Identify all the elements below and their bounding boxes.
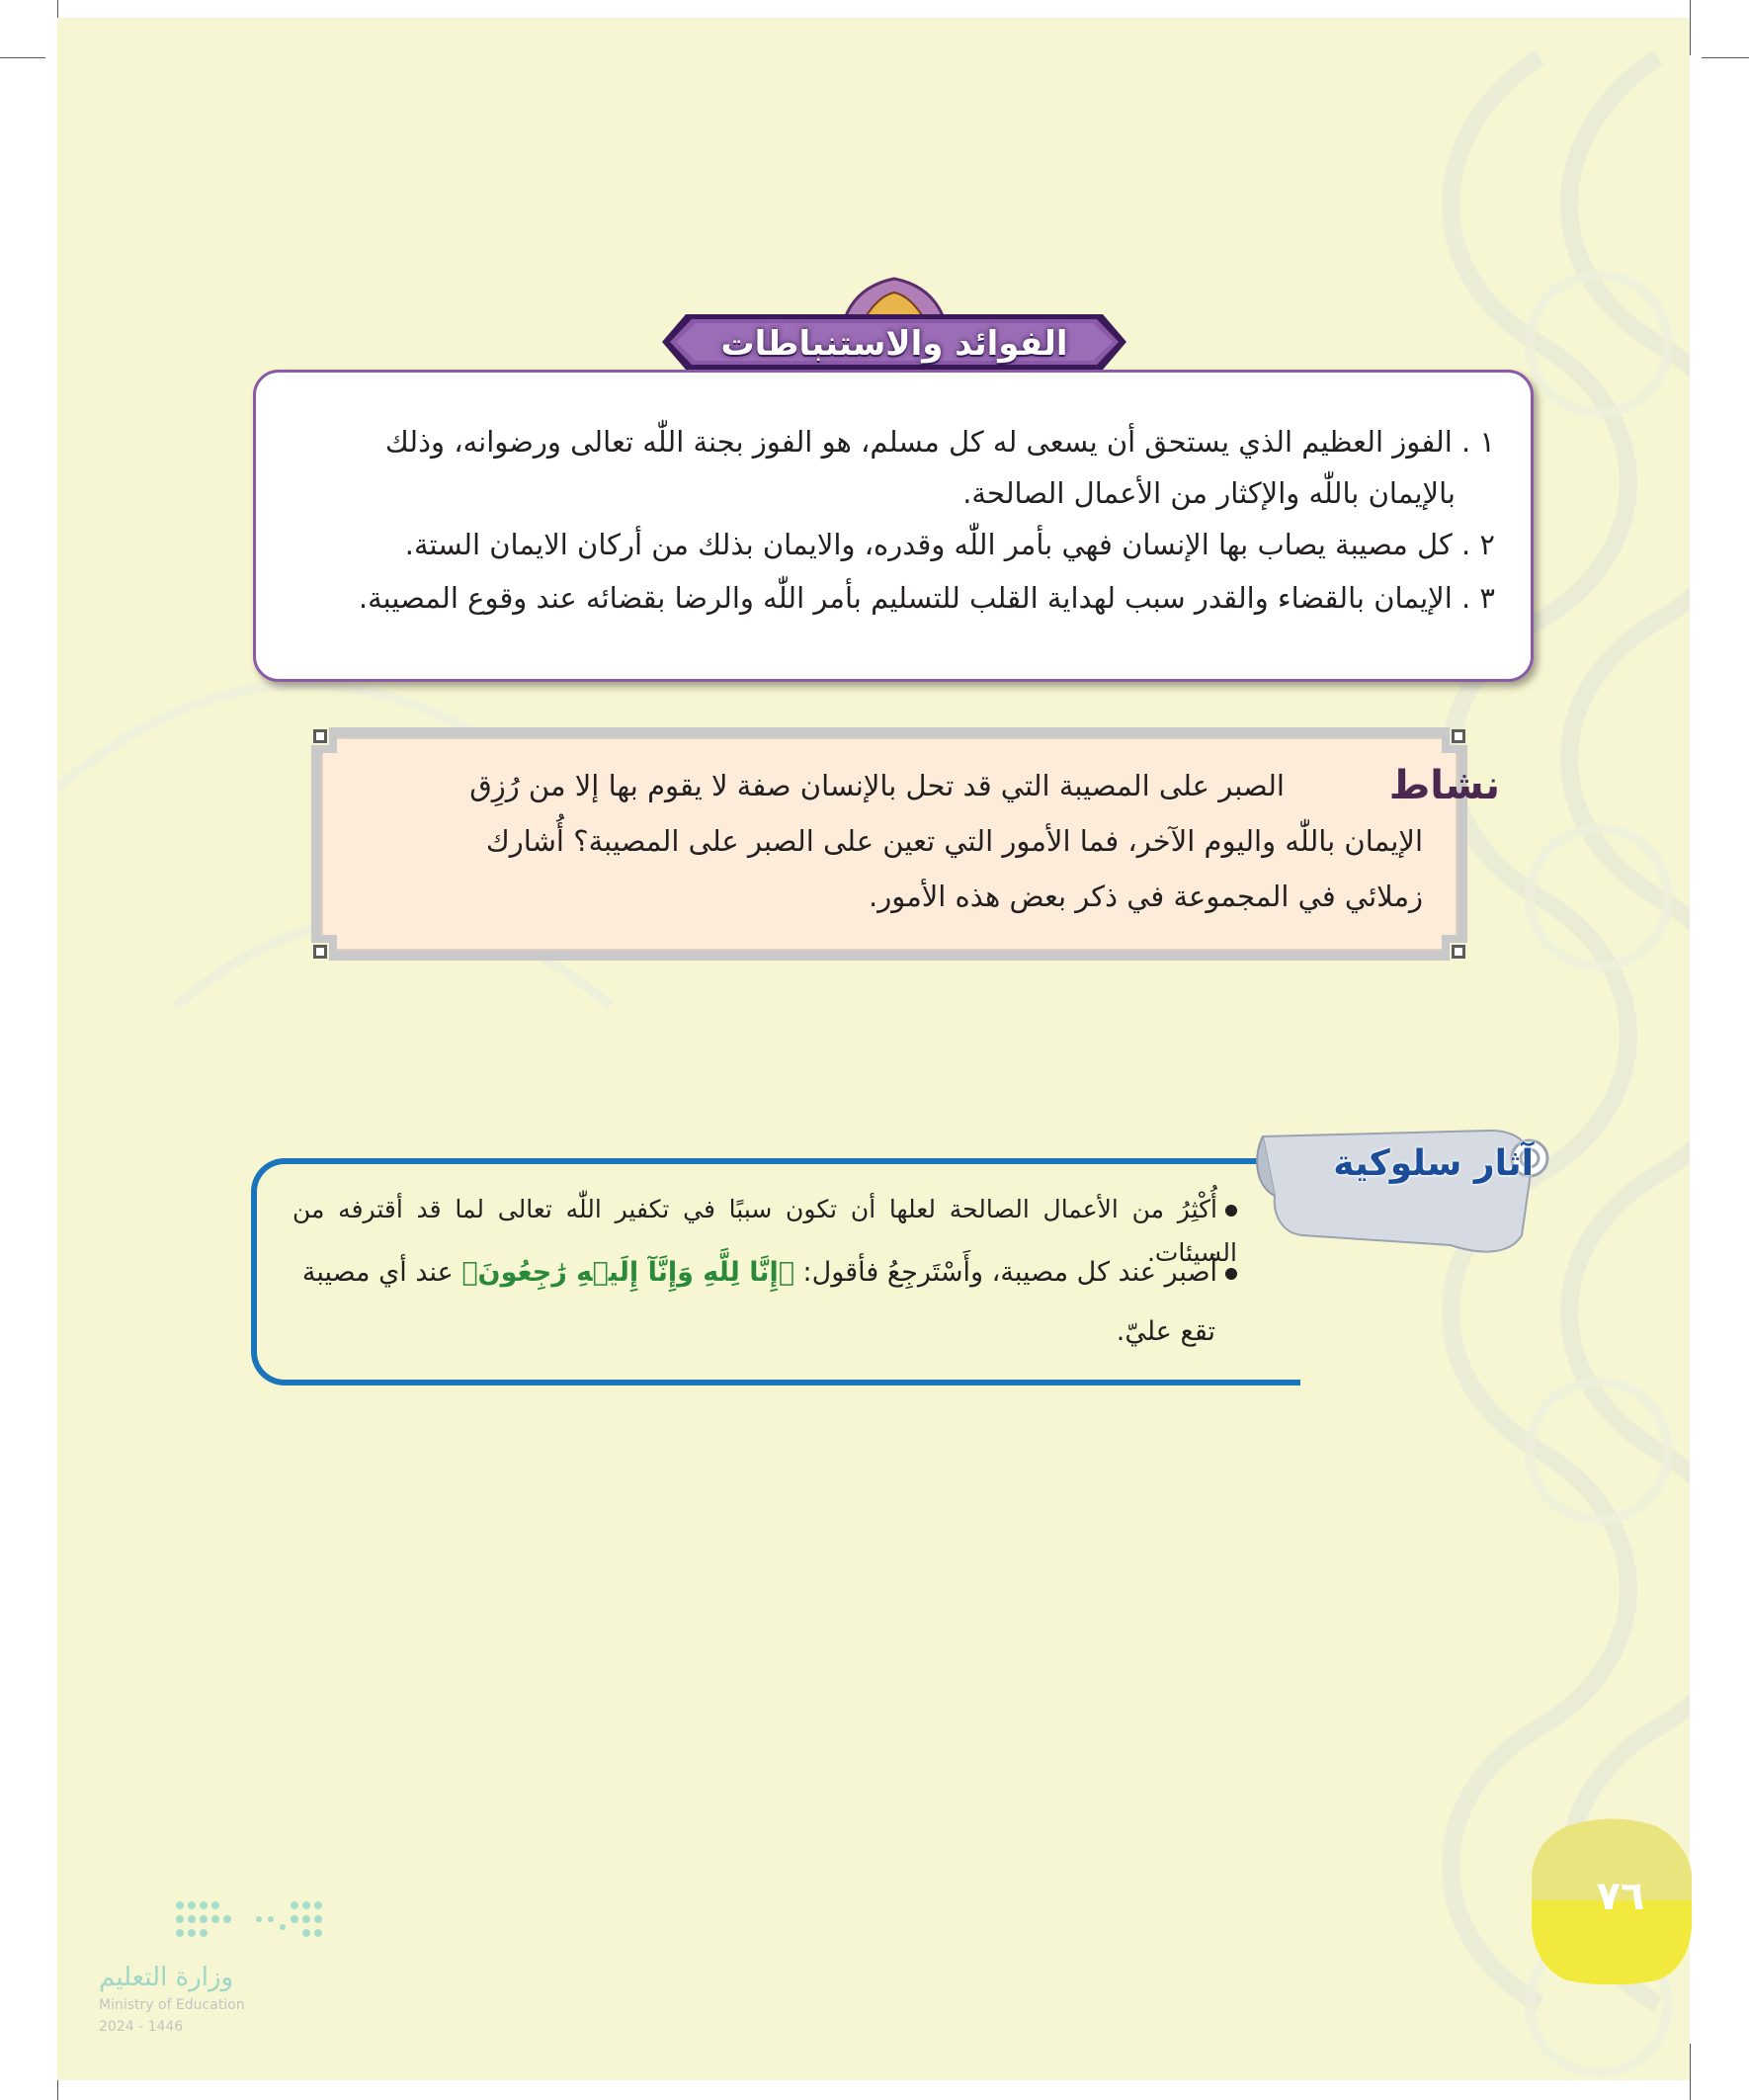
effect-item-2-text-end: عند أي مصيبة [301,1257,454,1288]
effect-item-2-cont: تقع عليّ. [1116,1316,1215,1347]
corner-square [313,729,327,743]
crop-mark [1690,2044,1691,2100]
ministry-name-english: Ministry of Education [99,1997,245,2013]
crop-mark [1690,0,1691,55]
effects-title: آثار سلوكية [1333,1143,1534,1184]
section-heading [662,273,1126,381]
quran-verse: ﴿إِنَّا لِلَّهِ وَإِنَّآ إِلَيۡهِ رَٰجِعُونَ﴾ [461,1257,794,1288]
activity-text-line-3: زملائي في المجموعة في ذكر بعض هذه الأمور. [868,880,1423,913]
corner-square [313,945,327,959]
effect-item-1-text: أُكْثِرُ من الأعمال الصالحة لعلها أن تكون سببًا في تكفير اللّٰه تعالى لما قد أقترفه من السيئات. [292,1195,1237,1267]
benefit-item-1: ١ . الفوز العظيم الذي يستحق أن يسعى له كل مسلم، هو الفوز بجنة اللّٰه تعالى ورضوانه، وذلك [384,425,1495,459]
ministry-name-arabic: وزارة التعليم [99,1963,234,1992]
benefits-box [253,370,1534,682]
ministry-logo-icon [170,1897,328,1943]
effect-item-2 [292,1251,1237,1295]
corner-square [1452,729,1465,743]
benefit-item-1-cont: بالإيمان باللّٰه والإكثار من الأعمال الصالحة. [962,476,1456,510]
crop-mark [1702,57,1749,58]
activity-title: نشاط [1388,763,1500,808]
activity-text-line-1: الصبر على المصيبة التي قد تحل بالإنسان صفة لا يقوم بها إلا من رُزِق [469,769,1285,802]
bullet-icon [1225,1205,1237,1217]
page-number: ٧٦ [1596,1874,1645,1919]
bullet-icon [1225,1268,1237,1280]
crop-mark [0,57,45,58]
heading-title: الفوائد والاستنباطات [720,324,1068,364]
corner-square [1452,945,1465,959]
benefit-item-3: ٣ . الإيمان بالقضاء والقدر سبب لهداية القلب للتسليم بأمر اللّٰه والرضا بقضائه عند وقوع المصيبة. [358,581,1495,615]
effect-item-2-text: أصبر عند كل مصيبة، وأَسْتَرجِعُ فأقول: [802,1257,1217,1288]
activity-text-line-2: الإيمان باللّٰه واليوم الآخر، فما الأمور التي تعين على الصبر على المصيبة؟ أُشارك [485,824,1423,858]
benefit-item-2: ٢ . كل مصيبة يصاب بها الإنسان فهي بأمر اللّٰه وقدره، والايمان بذلك من أركان الايمان الستة. [404,528,1495,561]
ministry-year: 2024 - 1446 [99,2019,184,2035]
